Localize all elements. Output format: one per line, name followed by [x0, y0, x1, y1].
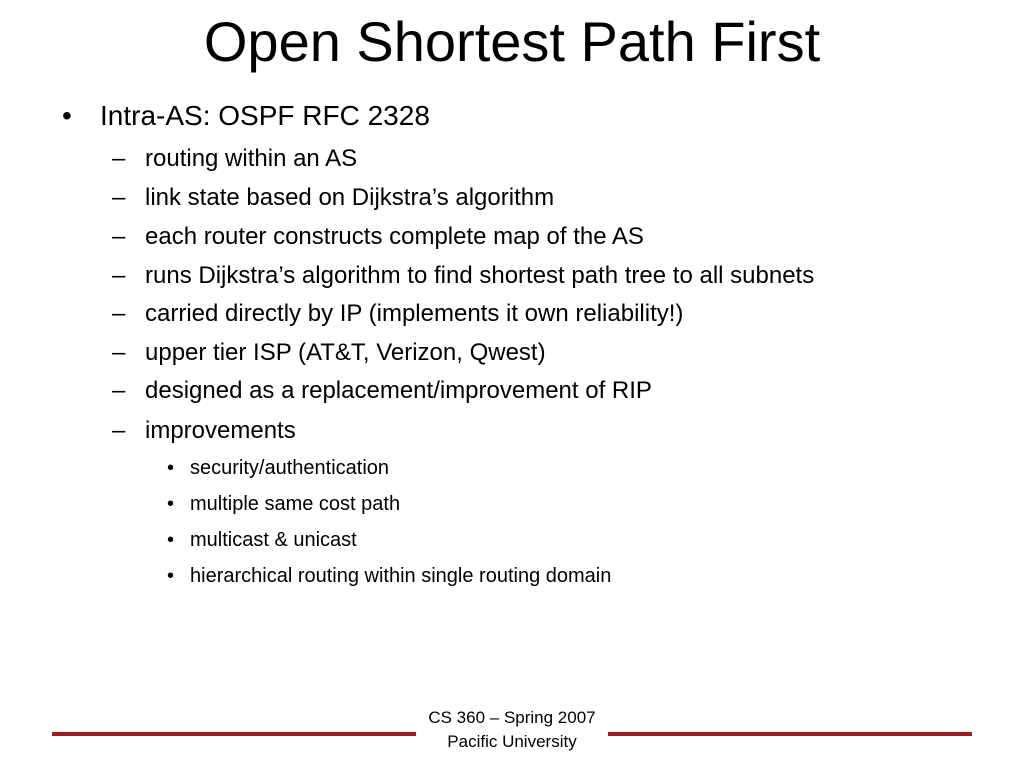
footer-university: Pacific University: [447, 732, 577, 751]
sub-bullet-text: improvements: [145, 417, 296, 444]
sub-sub-bullet-text: multicast & unicast: [190, 529, 357, 551]
bullet-dot-marker: •: [167, 529, 175, 551]
dash-marker: –: [112, 339, 126, 366]
sub-bullet-text: carried directly by IP (implements it own reliability!): [145, 300, 684, 327]
slide-title: Open Shortest Path First: [203, 10, 821, 73]
footer: [412, 706, 612, 754]
footer-rule-left: [52, 732, 416, 736]
bullet-text: Intra-AS: OSPF RFC 2328: [100, 100, 430, 131]
sub-bullet-text: designed as a replacement/improvement of RIP: [145, 377, 652, 404]
sub-sub-bullet-text: multiple same cost path: [190, 493, 401, 515]
sub-bullet-text: routing within an AS: [145, 145, 358, 172]
sub-sub-bullet-text: hierarchical routing within single routing domain: [190, 565, 612, 587]
dash-marker: –: [112, 145, 126, 172]
dash-marker: –: [112, 262, 126, 289]
sub-bullet-text: runs Dijkstra’s algorithm to find shortest path tree to all subnets: [145, 262, 815, 289]
sub-bullet-text: each router constructs complete map of the AS: [145, 223, 644, 250]
bullet-dot-marker: •: [167, 493, 175, 515]
footer-rule-right: [608, 732, 972, 736]
sub-sub-bullet-text: security/authentication: [190, 457, 390, 479]
dash-marker: –: [112, 417, 126, 444]
bullet-dot-marker: •: [167, 565, 175, 587]
dash-marker: –: [112, 377, 126, 404]
dash-marker: –: [112, 223, 126, 250]
bullet-marker: •: [62, 100, 72, 131]
footer-course: CS 360 – Spring 2007: [428, 708, 596, 727]
dash-marker: –: [112, 184, 126, 211]
bullet-dot-marker: •: [167, 457, 175, 479]
sub-bullet-text: upper tier ISP (AT&T, Verizon, Qwest): [145, 339, 546, 366]
sub-bullet-text: link state based on Dijkstra’s algorithm: [145, 184, 555, 211]
dash-marker: –: [112, 300, 126, 327]
